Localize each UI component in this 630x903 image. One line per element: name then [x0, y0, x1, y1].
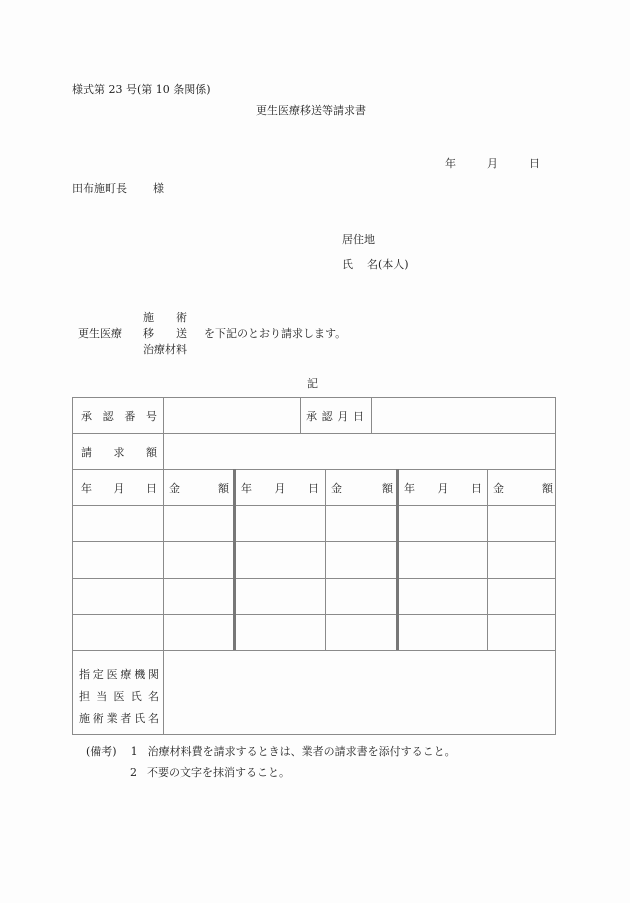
- date-cell[interactable]: [401, 542, 485, 577]
- name-label-part1: 氏: [342, 258, 353, 271]
- row-divider: [73, 650, 555, 651]
- header-char: 額: [542, 481, 553, 495]
- note-number: 2: [130, 766, 137, 779]
- header-char: 日: [146, 481, 157, 495]
- date-cell[interactable]: [238, 542, 323, 577]
- addressee-name: 田布施町長: [72, 182, 127, 195]
- amount-header-3: [493, 470, 553, 505]
- col-divider: [163, 398, 164, 734]
- claim-amount-label: [81, 434, 157, 469]
- label-char: 担: [79, 690, 90, 703]
- date-cell[interactable]: [75, 542, 161, 577]
- label-char: 医: [113, 690, 125, 703]
- header-char: 月: [274, 481, 286, 495]
- amount-header-1: [169, 470, 229, 505]
- note-text: 治療材料費を請求するときは、業者の請求書を添付すること。: [147, 745, 456, 758]
- request-option-transport: [143, 325, 187, 341]
- label-char: 氏: [134, 712, 146, 725]
- header-char: 金: [169, 481, 180, 495]
- addressee-honorific: 様: [153, 182, 164, 195]
- label-char: 機: [134, 668, 146, 681]
- amount-cell[interactable]: [489, 579, 555, 614]
- amount-cell[interactable]: [165, 542, 231, 577]
- amount-cell[interactable]: [165, 506, 231, 541]
- request-prefix: 更生医療: [78, 327, 122, 340]
- date-year-label: 年: [445, 157, 456, 170]
- approval-date-field[interactable]: [373, 398, 555, 433]
- header-char: 月: [113, 481, 125, 495]
- note-number: 1: [130, 745, 138, 758]
- note-text: 不要の文字を抹消すること。: [147, 766, 290, 779]
- date-header-3: [404, 470, 482, 505]
- header-char: 金: [493, 481, 504, 495]
- option-char: 送: [176, 327, 187, 340]
- request-option-materials: 治療材料: [143, 343, 187, 356]
- date-cell[interactable]: [401, 579, 485, 614]
- approval-date-label: [306, 398, 364, 433]
- date-day-label: 日: [529, 157, 540, 170]
- label-char: 請: [81, 445, 92, 459]
- label-char: 定: [92, 668, 104, 681]
- label-char: 号: [145, 409, 157, 423]
- name-label-part2: 名(本人): [367, 258, 409, 271]
- label-char: 指: [79, 668, 90, 681]
- document-title: 更生医療移送等請求書: [256, 104, 366, 117]
- amount-cell[interactable]: [327, 615, 394, 650]
- label-char: 月: [337, 409, 349, 423]
- date-cell[interactable]: [238, 506, 323, 541]
- label-char: 関: [147, 668, 159, 681]
- date-cell[interactable]: [401, 615, 485, 650]
- date-cell[interactable]: [75, 506, 161, 541]
- note-2: [130, 764, 290, 780]
- header-char: 年: [241, 481, 252, 495]
- date-cell[interactable]: [238, 579, 323, 614]
- amount-cell[interactable]: [489, 542, 555, 577]
- date-cell[interactable]: [238, 615, 323, 650]
- col-divider: [487, 469, 488, 650]
- approval-number-label: [81, 398, 157, 433]
- label-char: 認: [321, 409, 333, 423]
- label-char: 承: [81, 409, 92, 423]
- date-cell[interactable]: [75, 615, 161, 650]
- request-suffix: を下記のとおり請求します。: [204, 327, 347, 340]
- designated-institution-label: [79, 666, 159, 682]
- header-char: 額: [218, 481, 229, 495]
- option-char: 施: [143, 311, 154, 324]
- group-divider: [396, 469, 399, 650]
- approval-number-field[interactable]: [165, 398, 299, 433]
- label-char: 名: [148, 690, 159, 703]
- label-char: 氏: [130, 690, 142, 703]
- date-month-label: 月: [487, 157, 498, 170]
- date-line: [445, 155, 540, 171]
- claim-table: [72, 397, 556, 735]
- header-char: 年: [404, 481, 415, 495]
- label-char: 療: [120, 668, 132, 681]
- col-divider: [325, 469, 326, 650]
- form-number: 様式第 23 号(第 10 条関係): [72, 83, 211, 96]
- date-header-2: [241, 470, 319, 505]
- header-char: 月: [437, 481, 449, 495]
- label-char: 医: [106, 668, 118, 681]
- label-char: 術: [92, 712, 104, 725]
- claim-amount-field[interactable]: [165, 434, 555, 469]
- header-char: 日: [308, 481, 319, 495]
- applicant-name-label: [342, 256, 409, 272]
- date-cell[interactable]: [75, 579, 161, 614]
- option-char: 移: [143, 327, 154, 340]
- label-char: 番: [124, 409, 136, 423]
- label-char: 承: [306, 409, 317, 423]
- label-char: 名: [147, 712, 159, 725]
- col-divider: [371, 398, 372, 433]
- ki-heading: 記: [307, 377, 318, 390]
- amount-cell[interactable]: [165, 615, 231, 650]
- label-char: 当: [96, 690, 108, 703]
- label-char: 業: [106, 712, 118, 725]
- label-char: 者: [120, 712, 132, 725]
- label-char: 求: [113, 445, 125, 459]
- label-char: 額: [146, 445, 157, 459]
- header-char: 日: [471, 481, 482, 495]
- residence-label: 居住地: [342, 233, 375, 246]
- practitioner-name-label: [79, 710, 159, 726]
- amount-cell[interactable]: [327, 542, 394, 577]
- request-option-surgery: [143, 309, 187, 325]
- institution-details-field[interactable]: [165, 652, 555, 734]
- option-char: 術: [176, 311, 187, 324]
- label-char: 施: [79, 712, 90, 725]
- header-char: 金: [331, 481, 342, 495]
- attending-doctor-label: [79, 688, 159, 704]
- note-1: [86, 743, 456, 759]
- header-char: 年: [81, 481, 92, 495]
- label-char: 日: [352, 409, 364, 423]
- date-cell[interactable]: [401, 506, 485, 541]
- date-header-1: [81, 470, 157, 505]
- group-divider: [233, 469, 236, 650]
- amount-header-2: [331, 470, 393, 505]
- amount-cell[interactable]: [327, 506, 394, 541]
- amount-cell[interactable]: [327, 579, 394, 614]
- amount-cell[interactable]: [489, 615, 555, 650]
- notes-label: (備考): [86, 745, 117, 758]
- amount-cell[interactable]: [489, 506, 555, 541]
- addressee: [72, 180, 164, 196]
- label-char: 認: [102, 409, 114, 423]
- col-divider: [300, 398, 301, 433]
- amount-cell[interactable]: [165, 579, 231, 614]
- header-char: 額: [382, 481, 393, 495]
